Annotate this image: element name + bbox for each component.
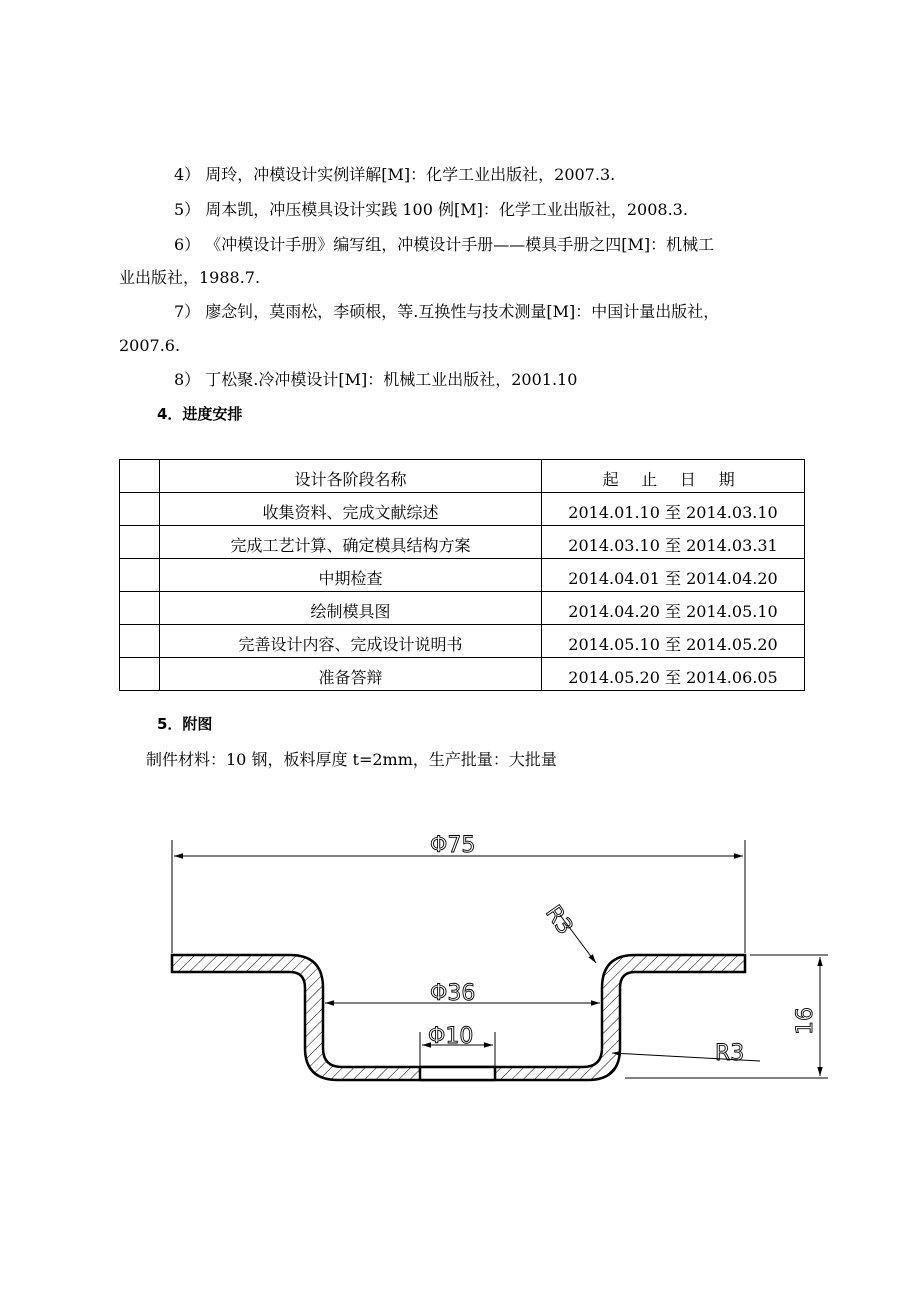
stage-cell: 完善设计内容、完成设计说明书 — [160, 625, 542, 658]
table-header-row — [120, 460, 805, 493]
dim-outer-label: Φ75 — [430, 833, 476, 858]
part-section — [172, 955, 745, 1081]
header-stage: 设计各阶段名称 — [160, 460, 542, 493]
table-row — [120, 493, 805, 526]
section-heading-schedule: 4．进度安排 — [157, 405, 243, 423]
material-note: 制件材料：10 钢，板料厚度 t=2mm，生产批量：大批量 — [146, 750, 557, 769]
date-cell: 2014.03.10 至 2014.03.31 — [542, 526, 805, 559]
radius-bottom-label: R3 — [715, 1041, 745, 1066]
reference-7: 7） 廖念钊，莫雨松，李硕根，等.互换性与技术测量[M]：中国计量出版社， — [174, 302, 720, 321]
radius-top-label: R3 — [540, 901, 578, 940]
stage-cell: 完成工艺计算、确定模具结构方案 — [160, 526, 542, 559]
table-row — [120, 526, 805, 559]
reference-8: 8） 丁松聚.冷冲模设计[M]：机械工业出版社，2001.10 — [174, 370, 578, 389]
table-cell-blank — [120, 559, 160, 592]
stage-cell: 准备答辩 — [160, 658, 542, 691]
table-cell-blank — [120, 625, 160, 658]
stage-cell: 中期检查 — [160, 559, 542, 592]
date-cell: 2014.05.10 至 2014.05.20 — [542, 625, 805, 658]
header-date-label: 起 止 日 期 — [602, 470, 744, 489]
dim-hole-label: Φ10 — [428, 1024, 474, 1049]
schedule-table — [119, 459, 805, 691]
reference-6: 6） 《冲模设计手册》编写组，冲模设计手册——模具手册之四[M]：机械工 — [174, 235, 715, 254]
reference-4: 4） 周玲，冲模设计实例详解[M]：化学工业出版社，2007.3. — [174, 165, 616, 184]
dimension-hole-diameter — [420, 1024, 495, 1066]
stage-cell: 收集资料、完成文献综述 — [160, 493, 542, 526]
table-cell-blank — [120, 658, 160, 691]
dimension-inner-diameter — [325, 981, 600, 1006]
table-cell-blank — [120, 460, 160, 493]
table-row — [120, 625, 805, 658]
reference-6-cont: 业出版社，1988.7. — [119, 268, 261, 287]
header-date — [542, 460, 805, 493]
table-cell-blank — [120, 493, 160, 526]
section-heading-figure: 5．附图 — [157, 715, 213, 733]
date-cell: 2014.04.20 至 2014.05.10 — [542, 592, 805, 625]
dim-inner-label: Φ36 — [430, 981, 476, 1006]
table-cell-blank — [120, 592, 160, 625]
radius-bottom-callout — [612, 1041, 760, 1066]
table-row — [120, 658, 805, 691]
dimension-outer-diameter — [172, 833, 745, 953]
date-cell: 2014.05.20 至 2014.06.05 — [542, 658, 805, 691]
reference-7-cont: 2007.6. — [119, 336, 181, 355]
table-row — [120, 592, 805, 625]
table-row — [120, 559, 805, 592]
stage-cell: 绘制模具图 — [160, 592, 542, 625]
reference-5: 5） 周本凯，冲压模具设计实践 100 例[M]：化学工业出版社，2008.3. — [174, 200, 688, 219]
part-drawing — [160, 820, 840, 1100]
date-cell: 2014.04.01 至 2014.04.20 — [542, 559, 805, 592]
dim-height-label: 16 — [793, 1007, 818, 1035]
radius-top-callout — [540, 901, 596, 963]
table-cell-blank — [120, 526, 160, 559]
date-cell: 2014.01.10 至 2014.03.10 — [542, 493, 805, 526]
